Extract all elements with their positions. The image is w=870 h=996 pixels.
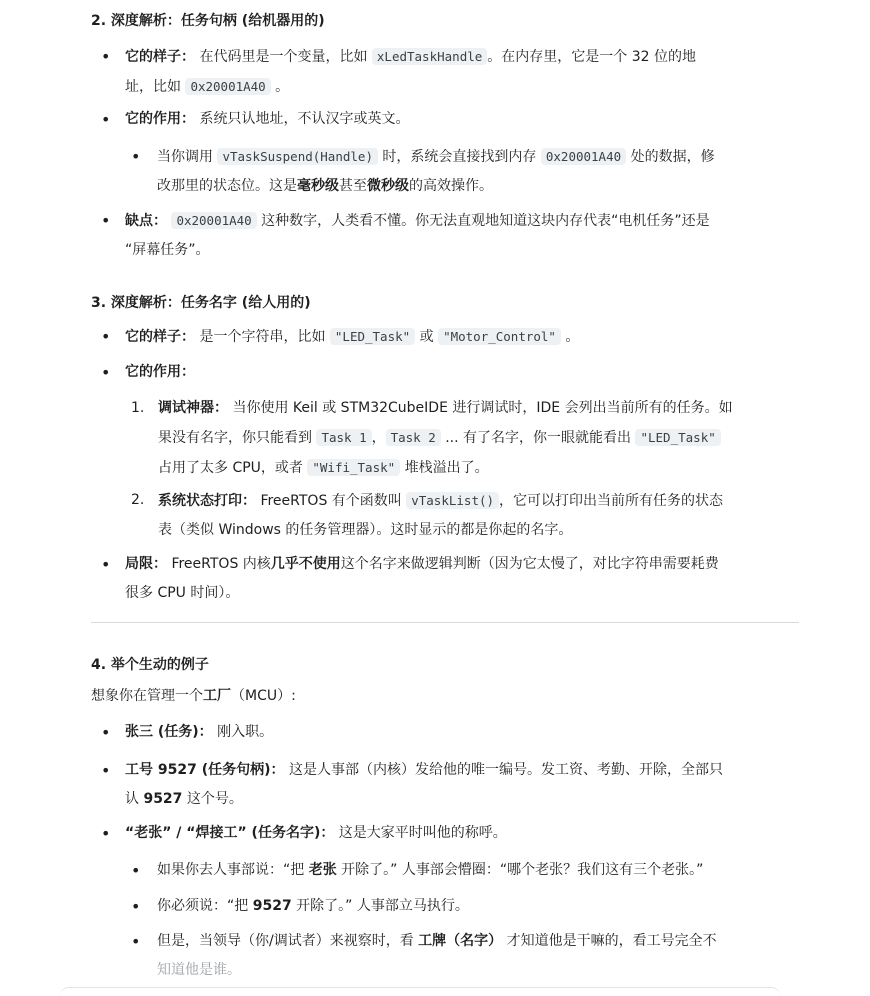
text: 当你使用 Keil 或 STM32CubeIDE 进行调试时，IDE 会列出当前所有的任务。如 — [232, 400, 733, 416]
bullet: • — [101, 327, 111, 346]
text: （MCU）: — [231, 688, 296, 704]
text: 认 — [125, 791, 139, 807]
bullet: • — [101, 363, 111, 382]
text: 。 — [565, 329, 580, 345]
bold-text: 工厂 — [203, 688, 231, 704]
inline-code: xLedTaskHandle — [372, 48, 487, 65]
inline-code: Task 2 — [386, 429, 441, 446]
item-label: 它的作用： — [125, 111, 195, 127]
list-item — [101, 42, 799, 102]
text: 刚入职。 — [217, 724, 274, 740]
section-3-heading: 3. 深度解析：任务名字 (给人用的) — [91, 295, 311, 311]
list-item — [101, 105, 799, 134]
inline-code: 0x20001A40 — [185, 78, 270, 95]
text: 在代码里是一个变量，比如 — [199, 49, 368, 65]
bullet: • — [131, 147, 141, 166]
bullet: • — [131, 861, 141, 880]
text: 果没有名字，你只能看到 — [158, 430, 312, 446]
bold-text: 微秒级 — [367, 178, 409, 194]
bullet: • — [101, 110, 111, 129]
text: 知道他是谁。 — [157, 962, 241, 978]
list-item — [101, 322, 799, 352]
inline-code: 0x20001A40 — [541, 148, 626, 165]
text: 。在内存里，它是一个 32 位的地 — [487, 49, 696, 65]
text: 处的数据，修 — [630, 149, 715, 165]
list-item — [101, 206, 799, 265]
inline-code: "LED_Task" — [635, 429, 720, 446]
item-label: 它的作用： — [125, 364, 195, 380]
item-label: 局限： — [125, 556, 167, 572]
section-4-heading: 4. 举个生动的例子 — [91, 657, 209, 673]
bold-text: 9527 — [143, 791, 183, 807]
text: ，它可以打印出当前所有任务的状态 — [499, 493, 724, 509]
text: 改那里的状态位。这是 — [157, 178, 297, 194]
text: ， — [371, 430, 386, 446]
inline-code: "Motor_Control" — [438, 328, 561, 345]
section-4-intro — [91, 682, 296, 711]
text: 。 — [275, 79, 290, 95]
text: 你必须说：“把 — [157, 898, 249, 914]
text: 是一个字符串，比如 — [199, 329, 326, 345]
text: ... 有了名字，你一眼就能看出 — [445, 430, 632, 446]
bold-text: 9527 — [252, 898, 292, 914]
bullet: • — [101, 761, 111, 780]
text: 或 — [419, 329, 434, 345]
list-item — [101, 358, 799, 387]
text: 这个名字来做逻辑判断（因为它太慢了，对比字符串需要耗费 — [340, 556, 719, 572]
text: FreeRTOS 有个函数叫 — [260, 493, 402, 509]
bullet: • — [101, 723, 111, 742]
text: 开除了。” 人事部立马执行。 — [296, 898, 469, 914]
text: 时，系统会直接找到内存 — [382, 149, 537, 165]
list-item — [101, 756, 799, 814]
bullet: • — [101, 47, 111, 66]
section-2-heading: 2. 深度解析：任务句柄 (给机器用的) — [91, 13, 325, 29]
item-label: 它的样子： — [125, 49, 195, 65]
bold-text: 几乎不使用 — [270, 556, 341, 572]
text: 但是，当领导（你/调试者）来视察时，看 — [157, 933, 414, 949]
sub-list-item — [131, 927, 799, 985]
item-label: 张三 (任务)： — [125, 724, 213, 740]
ordered-list-item — [131, 486, 799, 545]
text: 这个号。 — [186, 791, 243, 807]
item-label: 缺点： — [125, 213, 167, 229]
text: 当你调用 — [157, 149, 213, 165]
bullet: • — [101, 555, 111, 574]
inline-code: "LED_Task" — [330, 328, 415, 345]
text: 占用了太多 CPU，或者 — [158, 460, 303, 476]
inline-code: vTaskList() — [406, 492, 499, 509]
text: 址，比如 — [125, 79, 181, 95]
item-label: 工号 9527 (任务句柄)： — [125, 762, 285, 778]
text: 开除了。” 人事部会懵圈：“哪个老张？我们这有三个老张。” — [341, 862, 704, 878]
text: 想象你在管理一个 — [91, 688, 203, 704]
text: 如果你去人事部说：“把 — [157, 862, 305, 878]
sub-list-item — [131, 892, 799, 921]
sub-list-item — [131, 856, 799, 885]
text: 这是人事部（内核）发给他的唯一编号。发工资、考勤、开除，全部只 — [288, 762, 723, 778]
text: 这是大家平时叫他的称呼。 — [338, 825, 507, 841]
list-item — [101, 819, 799, 848]
text: FreeRTOS 内核 — [171, 556, 271, 572]
bold-text: 毫秒级 — [297, 178, 339, 194]
list-item — [101, 718, 799, 747]
item-label: 它的样子： — [125, 329, 195, 345]
bullet: • — [101, 824, 111, 843]
list-item — [101, 550, 799, 608]
list-number: 1. — [131, 400, 145, 416]
text: 甚至 — [339, 178, 367, 194]
text: 系统只认地址，不认汉字或英文。 — [199, 111, 410, 127]
bold-text: 工牌（名字） — [418, 933, 503, 949]
text: 的高效操作。 — [409, 178, 493, 194]
bullet: • — [131, 897, 141, 916]
list-number: 2. — [131, 492, 145, 508]
section-divider — [91, 622, 799, 623]
inline-code: Task 1 — [316, 429, 371, 446]
inline-code: 0x20001A40 — [171, 212, 256, 229]
bold-text: 老张 — [308, 862, 337, 878]
text: 这种数字，人类看不懂。你无法直观地知道这块内存代表“电机任务”还是 — [261, 213, 710, 229]
item-label: “老张” / “焊接工” (任务名字)： — [125, 825, 335, 841]
text: 堆栈溢出了。 — [404, 460, 489, 476]
ordered-list-item — [131, 394, 799, 483]
item-label: 调试神器： — [158, 400, 228, 416]
item-label: 系统状态打印： — [158, 493, 256, 509]
inline-code: vTaskSuspend(Handle) — [217, 148, 378, 165]
bullet: • — [101, 211, 111, 230]
text: 表（类似 Windows 的任务管理器）。这时显示的都是你起的名字。 — [158, 522, 573, 538]
text: 才知道他是干嘛的，看工号完全不 — [506, 933, 717, 949]
inline-code: "Wifi_Task" — [307, 459, 400, 476]
bullet: • — [131, 932, 141, 951]
text: “屏幕任务”。 — [125, 242, 210, 258]
input-panel-edge — [60, 987, 780, 996]
sub-list-item — [131, 142, 799, 201]
text: 很多 CPU 时间）。 — [125, 585, 240, 601]
